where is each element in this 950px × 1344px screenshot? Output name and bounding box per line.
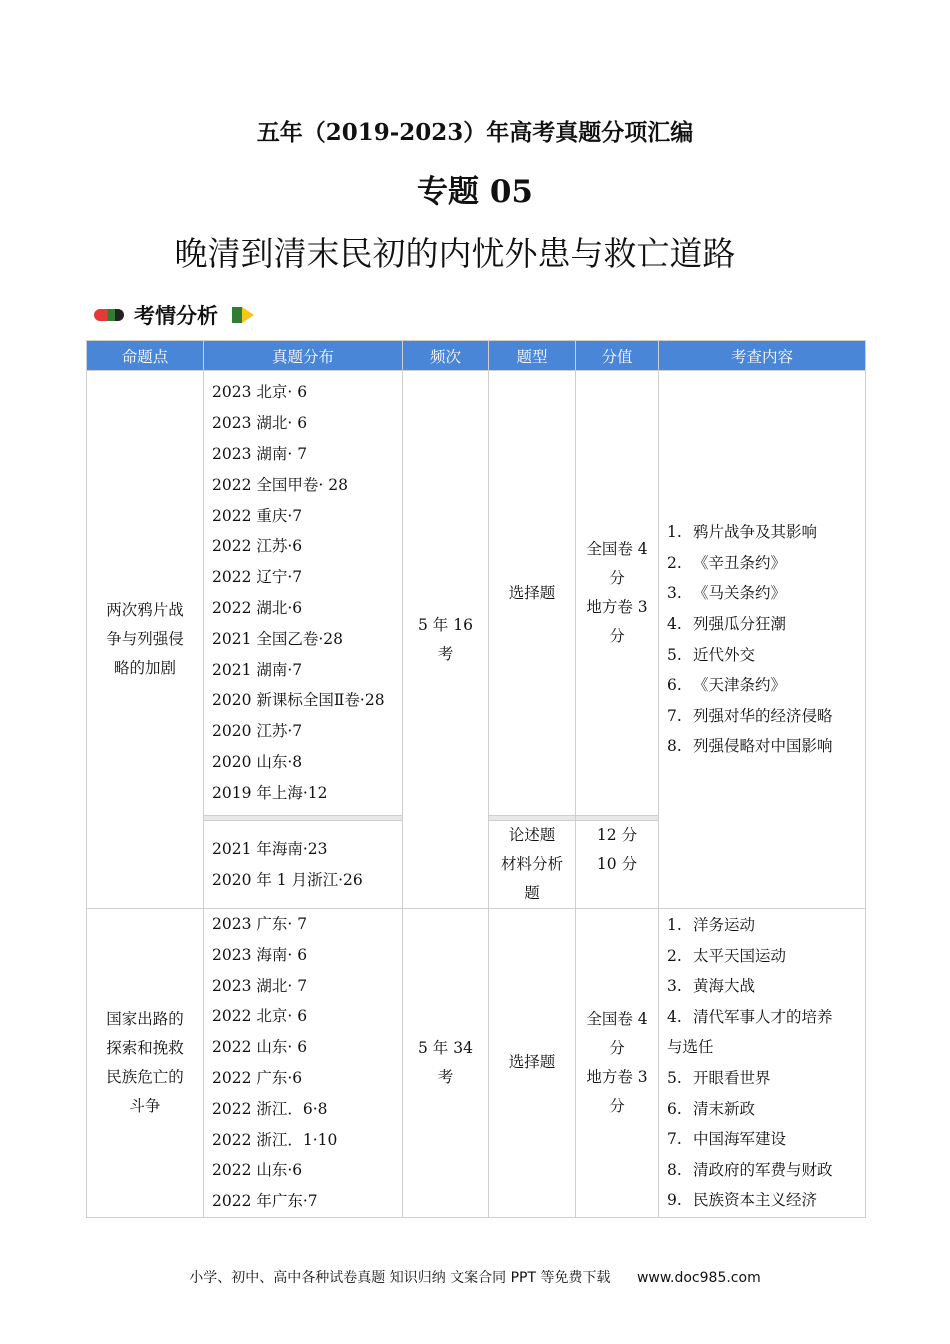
- score-cell: 全国卷 4 分 地方卷 3 分: [576, 371, 659, 816]
- footer-text: 小学、初中、高中各种试卷真题 知识归纳 文案合同 PPT 等免费下载: [189, 1270, 611, 1286]
- topic-number: 专题 05: [417, 174, 533, 210]
- content-cell: 1. 洋务运动 2. 太平天国运动 3. 黄海大战 4. 清代军事人才的培养 与选任 5. 开眼看世界 6. 清末新政 7. 中国海军建设 8. 清政府的军费与财政 9. 民族资本主义经济: [659, 909, 866, 1218]
- col-header: 考查内容: [659, 341, 866, 371]
- content-cell: 1. 鸦片战争及其影响 2. 《辛丑条约》 3. 《马关条约》 4. 列强瓜分狂潮 5. 近代外交 6. 《天津条约》 7. 列强对华的经济侵略 8. 列强侵略对中国影响: [659, 371, 866, 909]
- frequency-cell: 5 年 16 考: [403, 371, 489, 909]
- question-type-cell: 论述题 材料分析 题: [489, 821, 576, 909]
- series-title: 五年（2019-2023）年高考真题分项汇编: [256, 119, 694, 146]
- topic-cell: 两次鸦片战 争与列强侵 略的加剧: [87, 371, 204, 909]
- section-heading: [94, 300, 254, 330]
- papers-cell: 2023 北京· 6 2023 湖北· 6 2023 湖南· 7 2022 全国甲卷· 28 2022 重庆·7 2022 江苏·6 2022 辽宁·7 2022 湖北·6 2021 全国乙卷·28 2021 湖南·7 2020 新课标全国Ⅱ卷·28 2020 江苏·7 2020 山东·8 2019 年上海·12: [204, 371, 403, 816]
- col-header: 频次: [403, 341, 489, 371]
- col-header: 真题分布: [204, 341, 403, 371]
- table-row: [87, 909, 866, 1218]
- topic-title: 晚清到清末民初的内忧外患与救亡道路: [174, 234, 736, 273]
- col-header: 分值: [576, 341, 659, 371]
- footer-link[interactable]: www.doc985.com: [636, 1270, 761, 1286]
- pencil-left-icon: [94, 309, 124, 321]
- page-footer: [0, 1267, 950, 1287]
- pencil-right-icon: [232, 307, 242, 323]
- table-row: [87, 371, 866, 816]
- exam-analysis-table: [86, 340, 866, 1218]
- frequency-cell: 5 年 34 考: [403, 909, 489, 1218]
- score-cell: 全国卷 4 分 地方卷 3 分: [576, 909, 659, 1218]
- topic-cell: 国家出路的 探索和挽救 民族危亡的 斗争: [87, 909, 204, 1218]
- table-header-row: [87, 341, 866, 371]
- papers-cell: 2021 年海南·23 2020 年 1 月浙江·26: [204, 821, 403, 909]
- section-label: 考情分析: [134, 304, 218, 328]
- col-header: 命题点: [87, 341, 204, 371]
- col-header: 题型: [489, 341, 576, 371]
- papers-cell: 2023 广东· 7 2023 海南· 6 2023 湖北· 7 2022 北京· 6 2022 山东· 6 2022 广东·6 2022 浙江．6·8 2022 浙江．1·10 2022 山东·6 2022 年广东·7: [204, 909, 403, 1218]
- question-type-cell: 选择题: [489, 371, 576, 816]
- question-type-cell: 选择题: [489, 909, 576, 1218]
- score-cell: 12 分 10 分: [576, 821, 659, 909]
